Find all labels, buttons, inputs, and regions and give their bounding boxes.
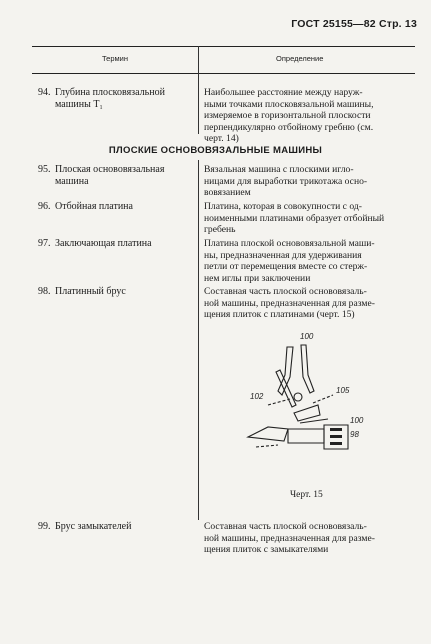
entry-term — [55, 201, 133, 213]
entry-definition — [204, 238, 406, 284]
definition-line: Платина плоской основовязальной маши- — [204, 238, 375, 249]
figure-label: 105 — [336, 386, 350, 395]
entry-number: 98. — [38, 286, 51, 297]
loop-circle — [294, 393, 302, 401]
entry-term-line: Брус замыкателей — [55, 521, 132, 532]
entry-definition — [204, 87, 406, 145]
figure-label: 100 — [300, 332, 314, 341]
figure-label: 98 — [350, 430, 359, 439]
definition-line: ными точками плосковязальной машины, — [204, 98, 374, 110]
entry-definition — [204, 201, 406, 236]
definition-line: ной машины, предназначенная для разме- — [204, 297, 375, 309]
column-divider-top — [198, 46, 199, 134]
entry-term-line: Глубина плосковязальной — [55, 87, 165, 98]
entry-number: 96. — [38, 201, 51, 212]
definition-line: Вязальная машина с плоскими игло- — [204, 164, 354, 175]
column-divider-main — [198, 160, 199, 520]
entry-term — [55, 164, 164, 187]
definition-line: Составная часть плоской основовязаль- — [204, 286, 367, 297]
definition-line: черт. 14) — [204, 133, 239, 144]
column-header-definition: Определение — [276, 54, 324, 63]
definition-line: ной машины, предназначенная для разме- — [204, 532, 375, 544]
page-header: ГОСТ 25155—82 Стр. 13 — [291, 18, 417, 30]
sinker-shape — [294, 405, 320, 421]
entry-number: 94. — [38, 87, 51, 98]
definition-line: вовязанием — [204, 187, 251, 198]
figure-caption: Черт. 15 — [290, 490, 323, 500]
entry-definition — [204, 521, 406, 556]
sinker-bar — [288, 429, 324, 443]
entry-term — [55, 238, 152, 250]
definition-line: ны, предназначенная для удерживания — [204, 249, 362, 261]
entry-definition — [204, 286, 406, 321]
figure-label: 102 — [250, 392, 264, 401]
table-header-frame — [32, 46, 415, 74]
entry-term-line: Отбойная платина — [55, 201, 133, 212]
definition-line: ноименными платинами образует отбойный — [204, 212, 385, 224]
entry-term — [55, 286, 126, 298]
definition-line: щения плиток с замыкателями — [204, 544, 329, 555]
definition-line: Наибольшее расстояние между наруж- — [204, 87, 363, 98]
entry-term-line: Плоская основовязальная — [55, 164, 165, 175]
needle-plate — [248, 427, 288, 441]
definition-line: петли от перемещения вместе со стерж- — [204, 261, 368, 272]
section-title: ПЛОСКИЕ ОСНОВОВЯЗАЛЬНЫЕ МАШИНЫ — [108, 145, 323, 156]
definition-line: нем иглы при заключении — [204, 272, 311, 284]
definition-line: щения плиток с платинами (черт. 15) — [204, 309, 355, 320]
sinker-shape — [301, 345, 314, 393]
definition-line: Платина, которая в совокупности с од- — [204, 201, 362, 212]
figure-15-drawing — [238, 325, 368, 460]
entry-term-line: Заключающая платина — [55, 238, 152, 249]
entry-number: 99. — [38, 521, 51, 532]
entry-number: 95. — [38, 164, 51, 175]
column-header-term: Термин — [102, 54, 128, 63]
entry-term — [55, 521, 131, 533]
definition-line: ницами для выработки трикотажа осно- — [204, 175, 368, 187]
definition-line: гребень — [204, 224, 236, 235]
entry-term-line: машина — [55, 175, 89, 187]
figure-label: 100 — [350, 416, 364, 425]
entry-term-line: машины T₁ — [55, 98, 103, 110]
definition-line: Составная часть плоской основовязаль- — [204, 521, 367, 532]
entry-term-line: Платинный брус — [55, 286, 126, 297]
entry-term — [55, 87, 165, 110]
definition-line: измеряемое в горизонтальной плоскости — [204, 110, 371, 121]
definition-line: перпендикулярно отбойному гребню (см. — [204, 121, 374, 133]
entry-definition — [204, 164, 406, 199]
entry-number: 97. — [38, 238, 51, 249]
